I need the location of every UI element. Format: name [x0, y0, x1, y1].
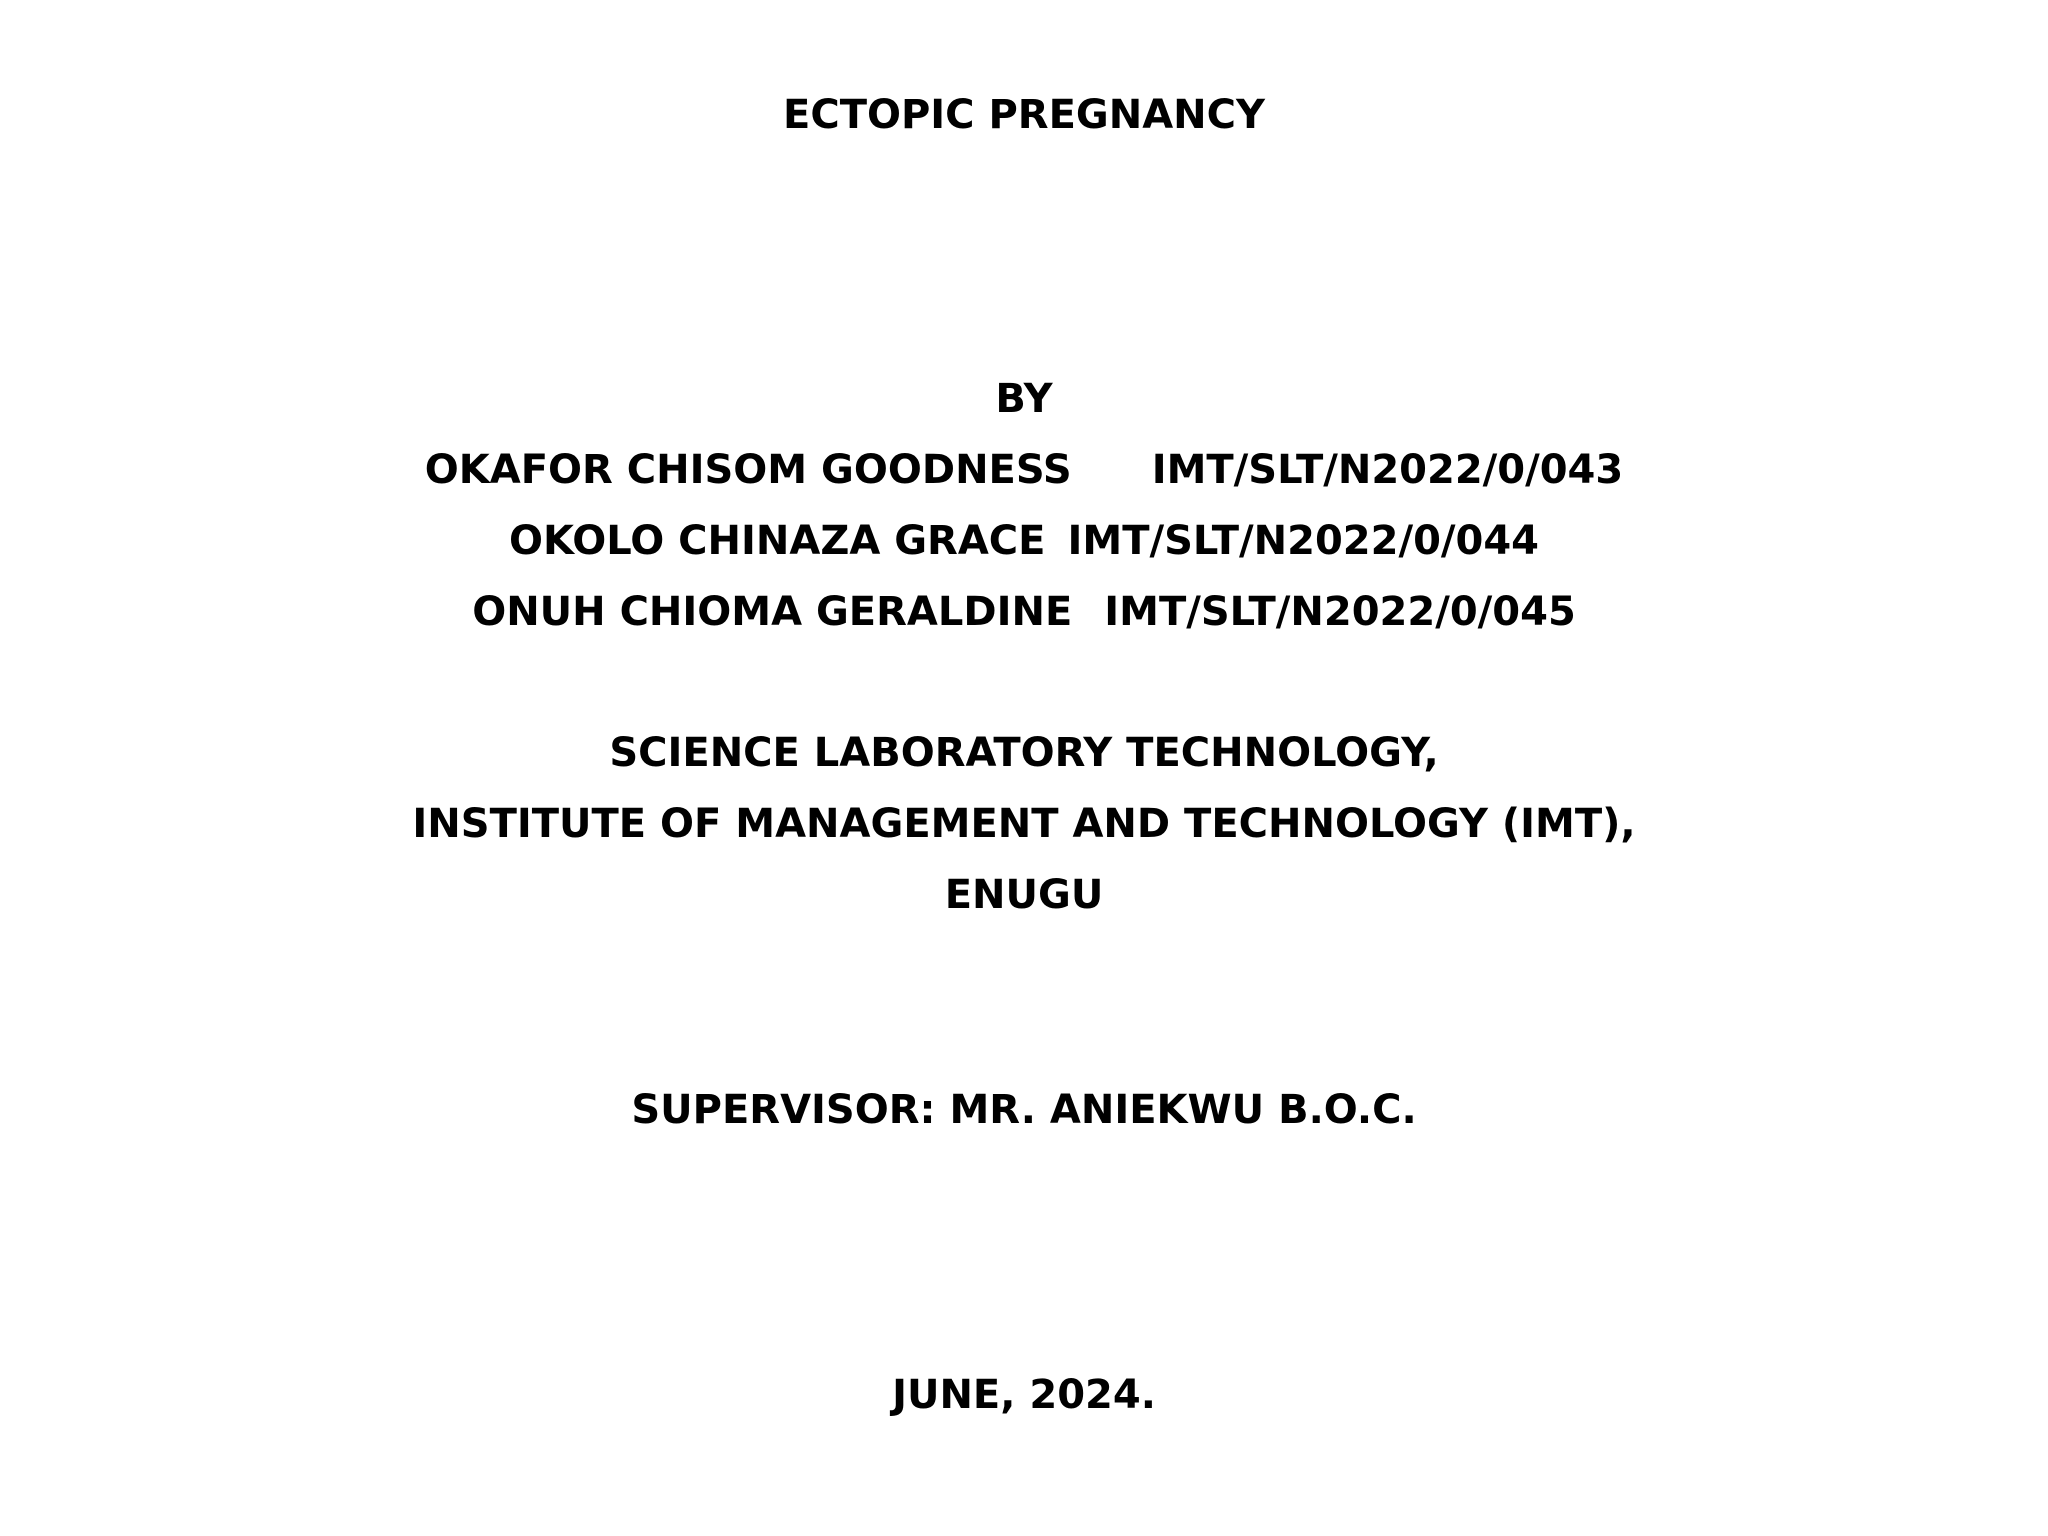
- department-name: SCIENCE LABORATORY TECHNOLOGY,: [609, 730, 1439, 776]
- author-name: OKOLO CHINAZA GRACE: [508, 518, 1046, 564]
- document-date: JUNE, 2024.: [892, 1372, 1156, 1418]
- document-title: ECTOPIC PREGNANCY: [783, 92, 1265, 138]
- by-label: BY: [995, 376, 1053, 422]
- author-row: [0, 446, 2048, 494]
- author-id: IMT/SLT/N2022/0/043: [1151, 447, 1624, 493]
- institution-name: INSTITUTE OF MANAGEMENT AND TECHNOLOGY (IMT),: [412, 801, 1636, 847]
- author-row: [0, 588, 2048, 636]
- author-name: ONUH CHIOMA GERALDINE: [472, 589, 1073, 635]
- author-row: [0, 517, 2048, 565]
- supervisor-line: SUPERVISOR: MR. ANIEKWU B.O.C.: [631, 1087, 1417, 1133]
- author-id: IMT/SLT/N2022/0/045: [1104, 589, 1576, 635]
- author-id: IMT/SLT/N2022/0/044: [1067, 518, 1540, 564]
- city-name: ENUGU: [944, 872, 1104, 918]
- author-name: OKAFOR CHISOM GOODNESS: [424, 447, 1072, 493]
